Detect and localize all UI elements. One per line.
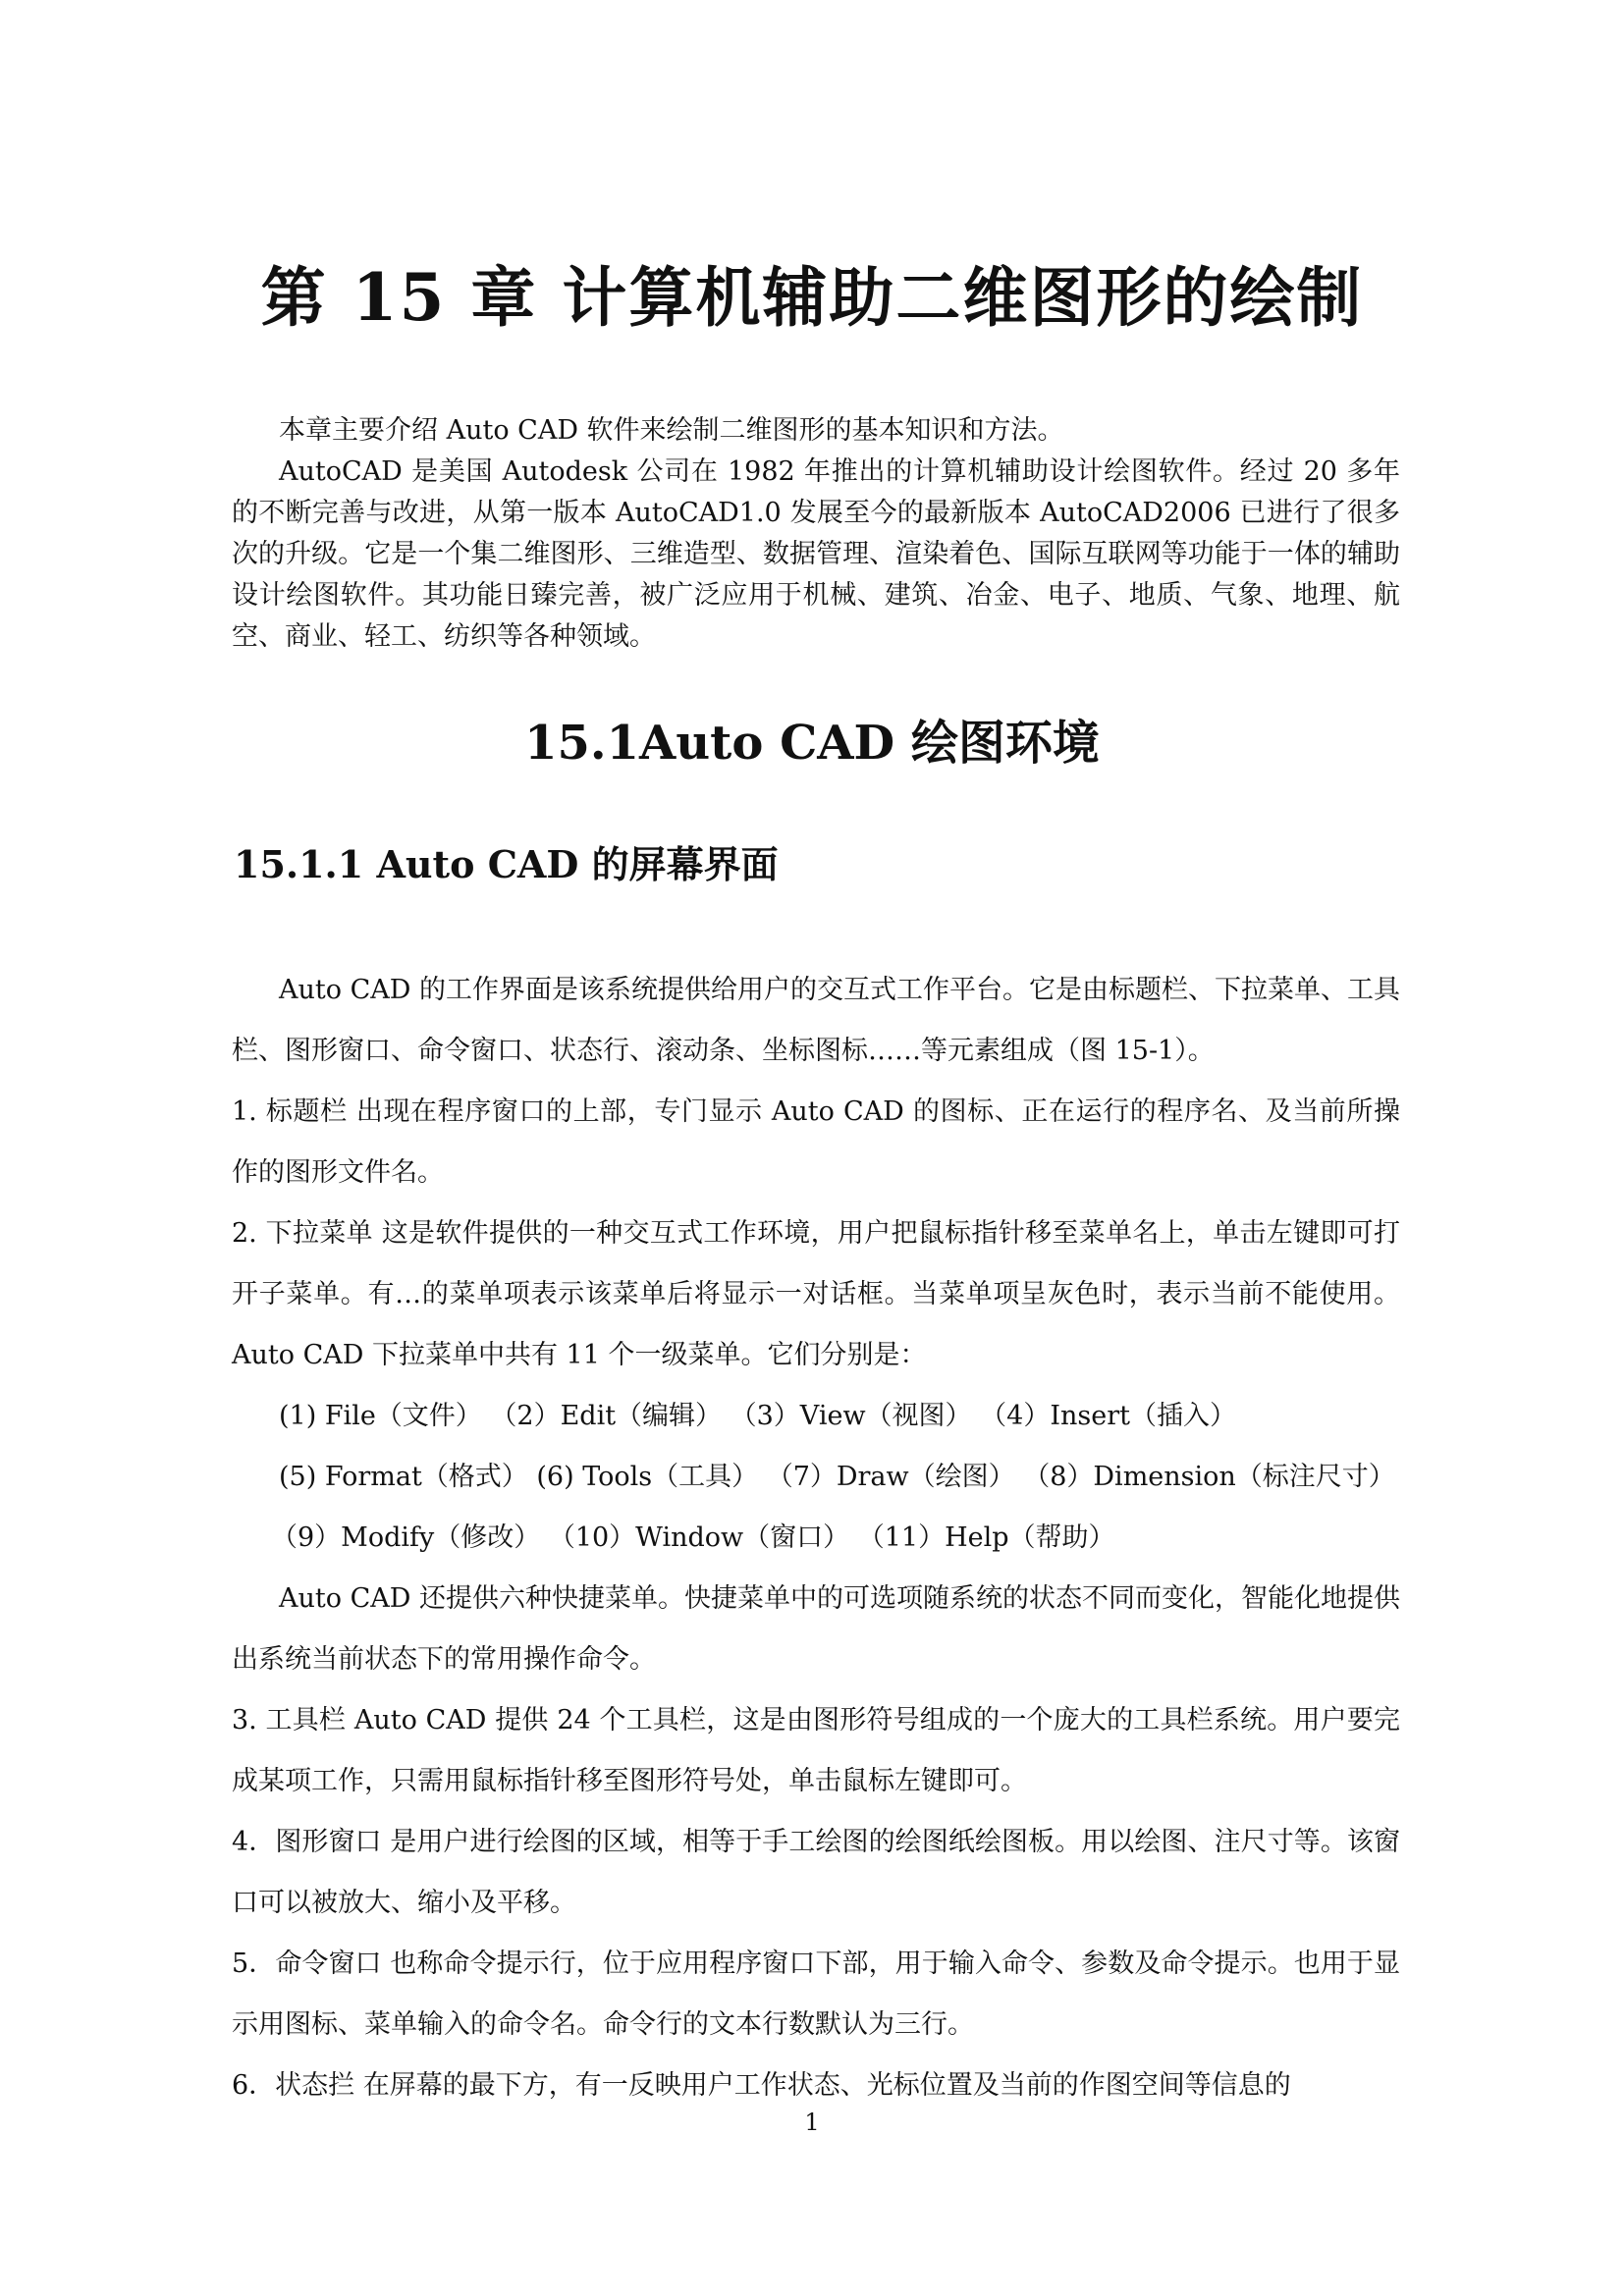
body-text	[232, 960, 1400, 2116]
list-item-pulldown-menu: 2. 下拉菜单 这是软件提供的一种交互式工作环境，用户把鼠标指针移至菜单名上，单击左键即可打开子菜单。有…的菜单项表示该菜单后将显示一对话框。当菜单项呈灰色时，表示当前不能使用。Auto CAD 下拉菜单中共有 11 个一级菜单。它们分别是：	[232, 1218, 1400, 1370]
intro-paragraph: AutoCAD 是美国 Autodesk 公司在 1982 年推出的计算机辅助设计绘图软件。经过 20 多年的不断完善与改进，从第一版本 AutoCAD1.0 发展至今的最新版本 AutoCAD2006 已进行了很多次的升级。它是一个集二维图形、三维造型、数据管理、渲染着色、国际互联网等功能于一体的辅助设计绘图软件。其功能日臻完善，被广泛应用于机械、建筑、冶金、电子、地质、气象、地理、航空、商业、轻工、纺织等各种领域。	[232, 456, 1400, 652]
chapter-title: 第 15 章 计算机辅助二维图形的绘制	[260, 259, 1364, 336]
body-paragraph: Auto CAD 的工作界面是该系统提供给用户的交互式工作平台。它是由标题栏、下拉菜单、工具栏、图形窗口、命令窗口、状态行、滚动条、坐标图标……等元素组成（图 15-1）。	[232, 975, 1400, 1066]
list-item-toolbar: 3. 工具栏 Auto CAD 提供 24 个工具栏，这是由图形符号组成的一个庞大的工具栏系统。用户要完成某项工作，只需用鼠标指针移至图形符号处，单击鼠标左键即可。	[232, 1705, 1400, 1796]
menu-list-line: (5) Format（格式） (6) Tools（工具） （7）Draw（绘图） （8）Dimension（标注尺寸）	[279, 1462, 1395, 1492]
list-item-graphics-window: 4．图形窗口 是用户进行绘图的区域，相等于手工绘图的绘图纸绘图板。用以绘图、注尺寸等。该窗口可以被放大、缩小及平移。	[232, 1827, 1400, 1918]
list-item-command-window: 5．命令窗口 也称命令提示行，位于应用程序窗口下部，用于输入命令、参数及命令提示。也用于显示用图标、菜单输入的命令名。命令行的文本行数默认为三行。	[232, 1949, 1400, 2040]
section-title: 15.1Auto CAD 绘图环境	[524, 716, 1100, 771]
list-item-title-bar: 1. 标题栏 出现在程序窗口的上部，专门显示 Auto CAD 的图标、正在运行的程序名、及当前所操作的图形文件名。	[232, 1096, 1400, 1188]
subsection-title: 15.1.1 Auto CAD 的屏幕界面	[234, 842, 779, 886]
intro-paragraph: 本章主要介绍 Auto CAD 软件来绘制二维图形的基本知识和方法。	[279, 415, 1064, 446]
body-paragraph: Auto CAD 还提供六种快捷菜单。快捷菜单中的可选项随系统的状态不同而变化，智能化地提供出系统当前状态下的常用操作命令。	[232, 1583, 1400, 1675]
menu-list-line: (1) File（文件） （2）Edit（编辑） （3）View（视图） （4）Insert（插入）	[279, 1401, 1236, 1431]
list-item-status-bar: 6．状态拦 在屏幕的最下方，有一反映用户工作状态、光标位置及当前的作图空间等信息的	[232, 2070, 1291, 2101]
page-number: 1	[804, 2109, 820, 2136]
menu-list-line: （9）Modify（修改） （10）Window（窗口） （11）Help（帮助）	[271, 1522, 1115, 1553]
chapter-intro	[232, 410, 1400, 658]
